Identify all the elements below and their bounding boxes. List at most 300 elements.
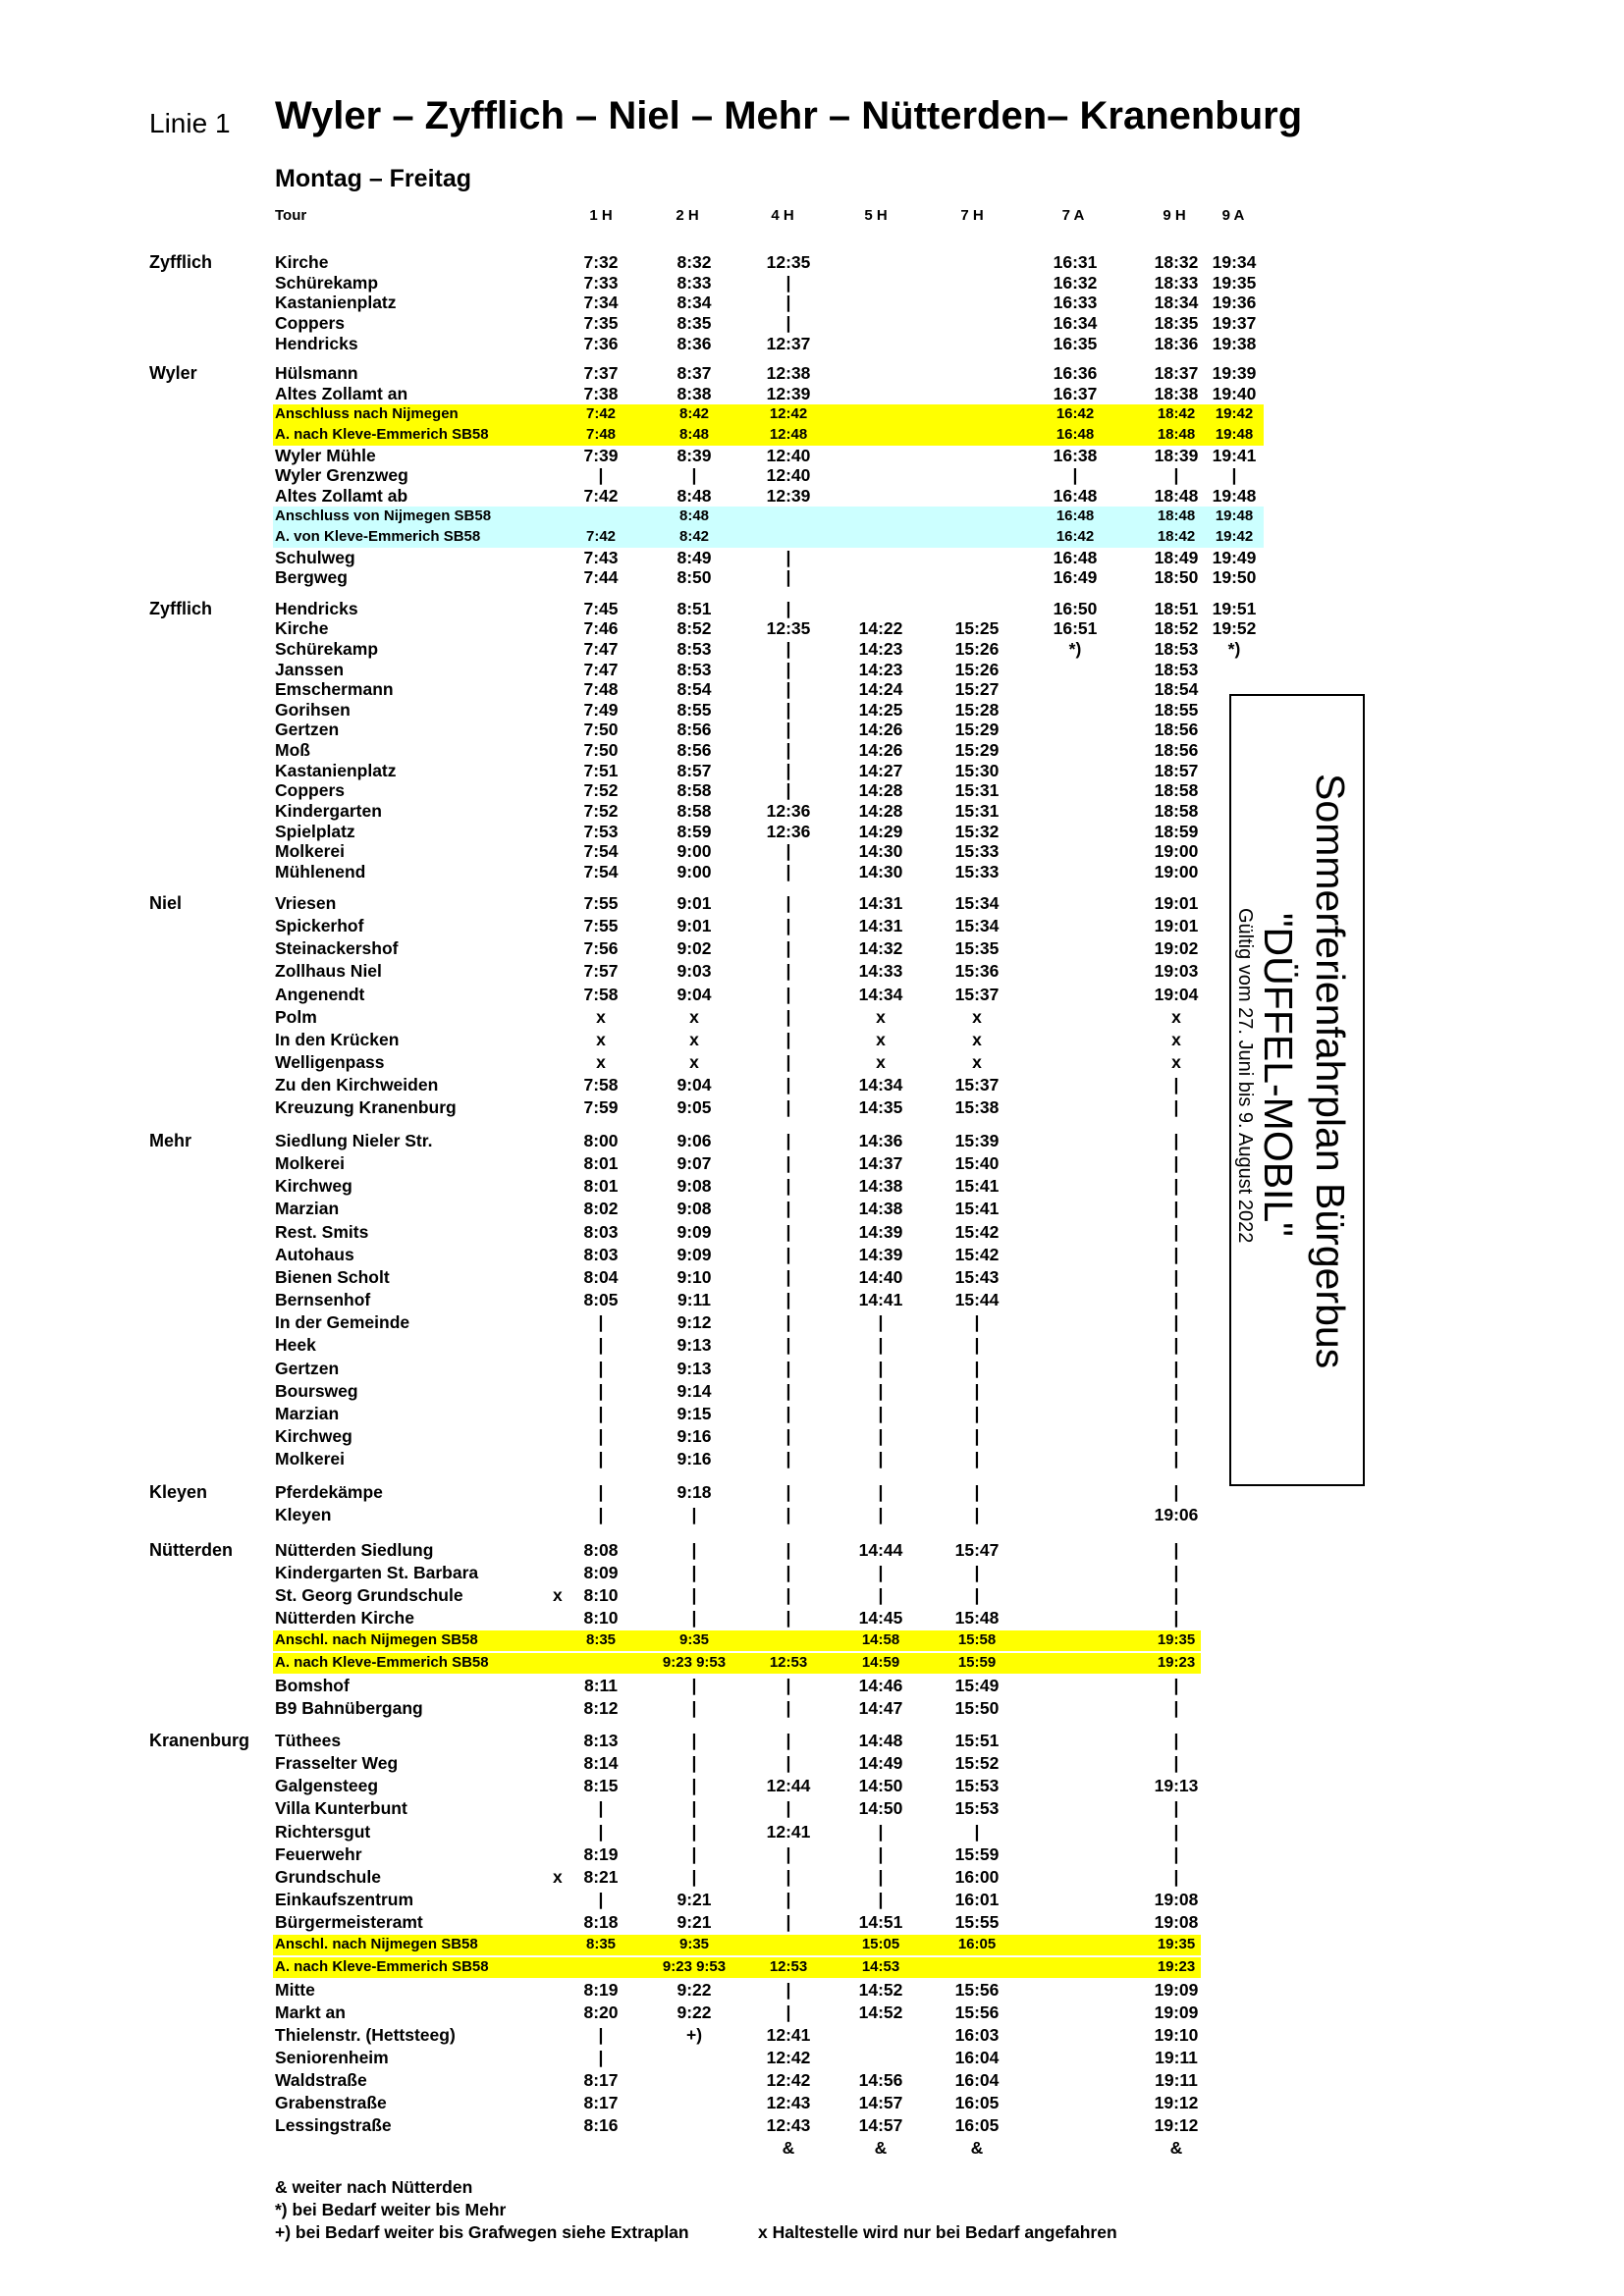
time-cell: | (785, 1007, 791, 1027)
time-cell: 15:31 (954, 801, 1000, 821)
time-cell: 19:03 (1154, 961, 1199, 981)
time-cell: | (691, 1776, 697, 1795)
time-cell: | (1173, 1426, 1179, 1446)
time-cell: | (1173, 1753, 1179, 1773)
time-cell: 7:58 (583, 985, 619, 1004)
tour-header: 9 H (1163, 207, 1186, 224)
time-cell: 8:03 (583, 1222, 619, 1242)
time-cell: & (1169, 2138, 1183, 2158)
time-cell: | (691, 1698, 697, 1718)
time-cell: 18:42 (1157, 528, 1196, 545)
time-cell: 14:53 (861, 1958, 900, 1975)
time-cell: 8:52 (677, 618, 712, 638)
time-cell: | (785, 740, 791, 760)
time-cell: 18:37 (1154, 363, 1199, 383)
time-cell: | (878, 1335, 884, 1355)
stop-name: Zollhaus Niel (275, 961, 382, 981)
time-cell: 18:53 (1154, 639, 1199, 659)
time-cell: 15:26 (954, 660, 1000, 679)
time-cell: 7:50 (583, 740, 619, 760)
time-cell: | (785, 1890, 791, 1909)
time-cell: | (785, 1540, 791, 1560)
time-cell: 9:05 (677, 1097, 712, 1117)
stop-group-label: Kleyen (149, 1482, 208, 1502)
time-cell: | (878, 1585, 884, 1605)
tour-header: 9 A (1221, 207, 1245, 224)
time-cell: 12:38 (766, 363, 811, 383)
time-cell: 18:39 (1154, 446, 1199, 465)
time-cell: 15:53 (954, 1776, 1000, 1795)
time-cell: 14:46 (858, 1676, 903, 1695)
time-cell: 15:41 (954, 1176, 1000, 1196)
time-cell: 16:05 (957, 1936, 997, 1952)
stop-name: Marzian (275, 1199, 340, 1218)
time-cell: 18:50 (1154, 567, 1199, 587)
tour-header: 2 H (676, 207, 699, 224)
time-cell: 9:08 (677, 1176, 712, 1196)
time-cell: | (598, 1381, 604, 1401)
time-cell: | (785, 1052, 791, 1072)
time-cell: | (1173, 1290, 1179, 1309)
time-cell: | (785, 961, 791, 981)
stop-name: Bergweg (275, 567, 348, 587)
time-cell: | (785, 1381, 791, 1401)
time-cell: 7:44 (583, 567, 619, 587)
time-cell: 15:26 (954, 639, 1000, 659)
time-cell: 14:45 (858, 1608, 903, 1628)
stop-name: Mühlenend (275, 862, 366, 881)
time-cell: 19:50 (1212, 567, 1257, 587)
time-cell: 19:42 (1215, 528, 1254, 545)
stop-name: Boursweg (275, 1381, 358, 1401)
time-cell: 8:32 (677, 252, 712, 272)
stop-name: Zu den Kirchweiden (275, 1075, 439, 1095)
time-cell: | (1231, 465, 1237, 485)
stop-name: Seniorenheim (275, 2048, 389, 2067)
time-cell: | (785, 1312, 791, 1332)
stop-name: Wyler Mühle (275, 446, 376, 465)
stop-group-label: Wyler (149, 363, 197, 383)
stop-name: A. nach Kleve-Emmerich SB58 (275, 426, 489, 443)
time-cell: 9:07 (677, 1153, 712, 1173)
time-cell: 7:45 (583, 599, 619, 618)
stop-name: Schulweg (275, 548, 355, 567)
time-cell: 8:11 (583, 1676, 619, 1695)
time-cell: | (1173, 1097, 1179, 1117)
time-cell: 8:35 (585, 1936, 617, 1952)
time-cell: | (785, 1199, 791, 1218)
time-cell: | (878, 1890, 884, 1909)
time-cell: | (691, 1540, 697, 1560)
time-cell: 15:33 (954, 862, 1000, 881)
time-cell: | (785, 893, 791, 913)
time-cell: 8:15 (583, 1776, 619, 1795)
time-cell: | (691, 1867, 697, 1887)
time-cell: 8:19 (583, 1844, 619, 1864)
time-cell: 14:56 (858, 2070, 903, 2090)
time-cell: 15:56 (954, 2002, 1000, 2022)
time-cell: 7:57 (583, 961, 619, 981)
time-cell: 7:37 (583, 363, 619, 383)
stop-name: Spielplatz (275, 822, 355, 841)
time-cell: | (691, 1731, 697, 1750)
time-cell: 15:33 (954, 841, 1000, 861)
time-cell: | (598, 1798, 604, 1818)
stop-name: Hendricks (275, 599, 358, 618)
time-cell: 16:36 (1053, 363, 1098, 383)
time-cell: 15:28 (954, 700, 1000, 720)
time-cell: | (878, 1822, 884, 1842)
time-cell: 19:09 (1154, 1980, 1199, 2000)
stop-name: Grabenstraße (275, 2093, 387, 2112)
time-cell: | (785, 1980, 791, 2000)
on-demand-marker: x (553, 1867, 563, 1887)
time-cell: | (785, 599, 791, 618)
service-days: Montag – Freitag (275, 165, 472, 192)
time-cell: 14:44 (858, 1540, 903, 1560)
time-cell: 9:23 9:53 (662, 1654, 727, 1671)
time-cell: 9:04 (677, 1075, 712, 1095)
time-cell: 12:35 (766, 618, 811, 638)
time-cell: | (1173, 1381, 1179, 1401)
time-cell: | (785, 1844, 791, 1864)
stop-name: Rest. Smits (275, 1222, 369, 1242)
time-cell: 12:35 (766, 252, 811, 272)
stop-name: Villa Kunterbunt (275, 1798, 407, 1818)
time-cell: | (785, 985, 791, 1004)
time-cell: 19:08 (1154, 1912, 1199, 1932)
stop-name: Pferdekämpe (275, 1482, 383, 1502)
stop-group-label: Zyfflich (149, 252, 213, 272)
time-cell: 7:47 (583, 639, 619, 659)
stop-name: Frasselter Weg (275, 1753, 399, 1773)
time-cell: | (691, 1563, 697, 1582)
time-cell: 14:25 (858, 700, 903, 720)
stop-name: Janssen (275, 660, 345, 679)
time-cell: 14:39 (858, 1222, 903, 1242)
time-cell: | (785, 639, 791, 659)
time-cell: | (974, 1381, 980, 1401)
time-cell: 16:48 (1053, 548, 1098, 567)
stop-name: Lessingstraße (275, 2115, 392, 2135)
time-cell: 8:35 (585, 1631, 617, 1648)
time-cell: 7:33 (583, 273, 619, 293)
time-cell: 18:35 (1154, 313, 1199, 333)
time-cell: 19:08 (1154, 1890, 1199, 1909)
time-cell: 14:23 (858, 639, 903, 659)
time-cell: 16:51 (1053, 618, 1098, 638)
time-cell: | (878, 1426, 884, 1446)
time-cell: 14:51 (858, 1912, 903, 1932)
time-cell: 7:49 (583, 700, 619, 720)
time-cell: 15:49 (954, 1676, 1000, 1695)
time-cell: 18:48 (1154, 486, 1199, 506)
stop-name: Emschermann (275, 679, 394, 699)
time-cell: 12:42 (766, 2048, 811, 2067)
stop-name: Kirchweg (275, 1426, 352, 1446)
time-cell: | (598, 1449, 604, 1468)
time-cell: x (596, 1030, 606, 1049)
time-cell: 12:36 (766, 801, 811, 821)
tour-header: 5 H (864, 207, 888, 224)
time-cell: 14:39 (858, 1245, 903, 1264)
time-cell: | (785, 273, 791, 293)
time-cell: 18:58 (1154, 780, 1199, 800)
time-cell: 9:12 (677, 1312, 712, 1332)
time-cell: 15:05 (861, 1936, 900, 1952)
time-cell: 14:27 (858, 761, 903, 780)
stop-name: Kindergarten St. Barbara (275, 1563, 479, 1582)
time-cell: 16:31 (1053, 252, 1098, 272)
stop-name: Kreuzung Kranenburg (275, 1097, 457, 1117)
time-cell: | (785, 567, 791, 587)
time-cell: | (974, 1359, 980, 1378)
time-cell: 7:58 (583, 1075, 619, 1095)
time-cell: 8:53 (677, 660, 712, 679)
time-cell: 9:08 (677, 1199, 712, 1218)
time-cell: | (598, 1426, 604, 1446)
stop-name: Autohaus (275, 1245, 354, 1264)
time-cell: 18:49 (1154, 548, 1199, 567)
time-cell: 7:38 (583, 384, 619, 403)
time-cell: 7:42 (585, 528, 617, 545)
time-cell: 14:28 (858, 801, 903, 821)
time-cell: 16:04 (954, 2048, 1000, 2067)
tour-header: 7 H (960, 207, 984, 224)
time-cell: 14:47 (858, 1698, 903, 1718)
time-cell: 16:38 (1053, 446, 1098, 465)
time-cell: 19:34 (1212, 252, 1257, 272)
time-cell: 16:34 (1053, 313, 1098, 333)
time-cell: 7:54 (583, 862, 619, 881)
time-cell: 19:40 (1212, 384, 1257, 403)
time-cell: | (691, 1844, 697, 1864)
on-demand-marker: x (553, 1585, 563, 1605)
time-cell: 9:14 (677, 1381, 712, 1401)
time-cell: & (782, 2138, 795, 2158)
stop-name: In der Gemeinde (275, 1312, 410, 1332)
time-cell: | (1173, 1608, 1179, 1628)
time-cell: | (598, 1890, 604, 1909)
time-cell: | (878, 1449, 884, 1468)
time-cell: x (1171, 1007, 1181, 1027)
time-cell: 19:41 (1212, 446, 1257, 465)
time-cell: 18:59 (1154, 822, 1199, 841)
time-cell: 8:57 (677, 761, 712, 780)
time-cell: | (785, 1404, 791, 1423)
time-cell: 8:18 (583, 1912, 619, 1932)
time-cell: x (596, 1052, 606, 1072)
time-cell: 12:48 (769, 426, 808, 443)
time-cell: 9:00 (677, 841, 712, 861)
time-cell: | (974, 1563, 980, 1582)
time-cell: 19:35 (1212, 273, 1257, 293)
time-cell: 15:52 (954, 1753, 1000, 1773)
time-cell: 18:51 (1154, 599, 1199, 618)
time-cell: 9:09 (677, 1222, 712, 1242)
stop-name: Gorihsen (275, 700, 351, 720)
time-cell: | (691, 1822, 697, 1842)
time-cell: 15:34 (954, 916, 1000, 935)
time-cell: | (1173, 1844, 1179, 1864)
time-cell: 8:54 (677, 679, 712, 699)
stop-group-label: Nütterden (149, 1540, 233, 1560)
time-cell: 19:12 (1154, 2093, 1199, 2112)
time-cell: 19:00 (1154, 841, 1199, 861)
time-cell: | (1173, 1482, 1179, 1502)
time-cell: 19:10 (1154, 2025, 1199, 2045)
tour-header: 7 A (1061, 207, 1085, 224)
time-cell: | (1173, 1585, 1179, 1605)
time-cell: | (785, 1731, 791, 1750)
time-cell: | (598, 1359, 604, 1378)
time-cell: 15:48 (954, 1608, 1000, 1628)
time-cell: 8:38 (677, 384, 712, 403)
time-cell: 15:34 (954, 893, 1000, 913)
time-cell: | (598, 1505, 604, 1524)
time-cell: 15:47 (954, 1540, 1000, 1560)
time-cell: x (876, 1052, 886, 1072)
time-cell: 15:59 (954, 1844, 1000, 1864)
time-cell: 8:12 (583, 1698, 619, 1718)
time-cell: | (1173, 1676, 1179, 1695)
time-cell: 18:52 (1154, 618, 1199, 638)
time-cell: 18:33 (1154, 273, 1199, 293)
stop-name: Vriesen (275, 893, 337, 913)
time-cell: x (689, 1007, 699, 1027)
time-cell: | (785, 1245, 791, 1264)
time-cell: | (691, 1505, 697, 1524)
stop-name: Welligenpass (275, 1052, 385, 1072)
time-cell: 8:14 (583, 1753, 619, 1773)
tour-label: Tour (275, 207, 307, 224)
time-cell: 12:43 (766, 2115, 811, 2135)
time-cell: x (596, 1007, 606, 1027)
time-cell: 15:44 (954, 1290, 1000, 1309)
time-cell: 19:02 (1154, 938, 1199, 958)
stop-name: Marzian (275, 1404, 340, 1423)
time-cell: *) (1227, 639, 1241, 659)
time-cell: | (785, 679, 791, 699)
time-cell: 18:56 (1154, 740, 1199, 760)
time-cell: 14:52 (858, 1980, 903, 2000)
time-cell: 15:56 (954, 1980, 1000, 2000)
time-cell: 12:40 (766, 465, 811, 485)
time-cell: | (785, 1798, 791, 1818)
time-cell: | (878, 1381, 884, 1401)
time-cell: 15:30 (954, 761, 1000, 780)
time-cell: | (1173, 1153, 1179, 1173)
time-cell: 15:25 (954, 618, 1000, 638)
time-cell: 9:35 (678, 1936, 710, 1952)
time-cell: 8:51 (677, 599, 712, 618)
time-cell: | (598, 1482, 604, 1502)
time-cell: 14:26 (858, 740, 903, 760)
time-cell: | (1173, 1449, 1179, 1468)
time-cell: 14:34 (858, 1075, 903, 1095)
time-cell: 8:56 (677, 720, 712, 739)
box-brand: "DÜFFEL-MOBIL" (1256, 913, 1301, 1237)
time-cell: 19:38 (1212, 334, 1257, 353)
time-cell: 9:10 (677, 1267, 712, 1287)
time-cell: 8:58 (677, 780, 712, 800)
time-cell: 9:13 (677, 1335, 712, 1355)
tour-header: 4 H (771, 207, 794, 224)
time-cell: 16:50 (1053, 599, 1098, 618)
stop-name: Kirchweg (275, 1176, 352, 1196)
stop-name: A. nach Kleve-Emmerich SB58 (275, 1654, 489, 1671)
box-title: Sommerferienfahrplan Bürgerbus (1308, 774, 1353, 1369)
time-cell: 16:48 (1053, 486, 1098, 506)
time-cell: 8:48 (678, 426, 710, 443)
time-cell: 19:51 (1212, 599, 1257, 618)
time-cell: 18:42 (1157, 405, 1196, 422)
time-cell: 18:53 (1154, 660, 1199, 679)
time-cell: 9:03 (677, 961, 712, 981)
time-cell: 9:16 (677, 1449, 712, 1468)
time-cell: 14:49 (858, 1753, 903, 1773)
time-cell: x (1171, 1052, 1181, 1072)
time-cell: 8:17 (583, 2093, 619, 2112)
time-cell: | (785, 1449, 791, 1468)
time-cell: | (974, 1312, 980, 1332)
time-cell: 19:52 (1212, 618, 1257, 638)
time-cell: | (785, 1426, 791, 1446)
time-cell: 12:43 (766, 2093, 811, 2112)
time-cell: | (785, 862, 791, 881)
time-cell: 15:53 (954, 1798, 1000, 1818)
time-cell: 18:34 (1154, 293, 1199, 312)
time-cell: | (785, 1335, 791, 1355)
time-cell: | (1173, 1867, 1179, 1887)
time-cell: | (785, 761, 791, 780)
time-cell: 9:06 (677, 1131, 712, 1150)
time-cell: 7:35 (583, 313, 619, 333)
time-cell: | (691, 1798, 697, 1818)
time-cell: 18:48 (1157, 507, 1196, 524)
time-cell: x (972, 1007, 982, 1027)
time-cell: 16:05 (954, 2093, 1000, 2112)
time-cell: 14:33 (858, 961, 903, 981)
time-cell: 7:46 (583, 618, 619, 638)
time-cell: 8:17 (583, 2070, 619, 2090)
time-cell: 9:11 (677, 1290, 712, 1309)
time-cell: 15:36 (954, 961, 1000, 981)
time-cell: 16:42 (1056, 528, 1095, 545)
stop-name: Siedlung Nieler Str. (275, 1131, 433, 1150)
time-cell: 15:42 (954, 1245, 1000, 1264)
time-cell: | (598, 1312, 604, 1332)
stop-group-label: Niel (149, 893, 183, 913)
time-cell: x (1171, 1030, 1181, 1049)
time-cell: 8:13 (583, 1731, 619, 1750)
time-cell: 18:38 (1154, 384, 1199, 403)
time-cell: | (598, 1404, 604, 1423)
time-cell: 7:50 (583, 720, 619, 739)
time-cell: 12:41 (766, 2025, 811, 2045)
time-cell: 15:37 (954, 1075, 1000, 1095)
time-cell: 14:29 (858, 822, 903, 841)
time-cell: 12:53 (769, 1654, 808, 1671)
time-cell: | (598, 1822, 604, 1842)
time-cell: 8:37 (677, 363, 712, 383)
time-cell: 12:41 (766, 1822, 811, 1842)
time-cell: 19:13 (1154, 1776, 1199, 1795)
time-cell: | (878, 1844, 884, 1864)
stop-name: Nütterden Kirche (275, 1608, 414, 1628)
stop-name: Bomshof (275, 1676, 350, 1695)
time-cell: | (785, 1676, 791, 1695)
